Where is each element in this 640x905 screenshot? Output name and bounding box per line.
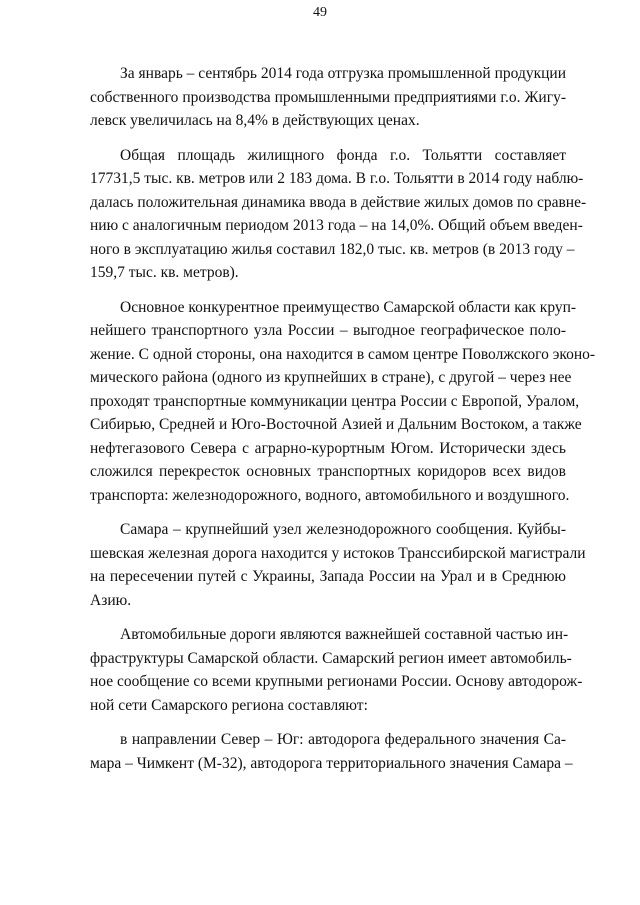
text-line: шевская железная дорога находится у истоков Транссибирской магистрали: [90, 544, 586, 562]
text-line: Общая площадь жилищного фонда г.о. Тольятти составляет: [120, 146, 566, 164]
text-line: сложился перекресток основных транспортных коридоров всех видов: [90, 463, 566, 480]
text-line: нию с аналогичным периодом 2013 года – на 14,0%. Общий объем введен-: [90, 217, 583, 234]
paragraph-north-south: [90, 728, 573, 775]
paragraph-roads: [90, 623, 583, 717]
text-line: жение. С одной стороны, она находится в самом центре Поволжского эконо-: [90, 345, 596, 363]
text-line: Самара – крупнейший узел железнодорожного сообщения. Куйбы-: [120, 521, 566, 538]
paragraph-transport-hub: [90, 296, 596, 508]
body-text: [90, 62, 596, 775]
text-line: Сибирью, Средней и Юго-Восточной Азией и Дальним Востоком, а также: [90, 416, 582, 433]
text-line: 159,7 тыс. кв. метров).: [90, 264, 239, 281]
paragraph-gap: [90, 133, 566, 144]
text-line: проходят транспортные коммуникации центра России с Европой, Уралом,: [90, 392, 580, 410]
paragraph-gap: [90, 285, 566, 296]
text-line: За январь – сентябрь 2014 года отгрузка промышленной продукции: [120, 65, 566, 82]
text-line: ного в эксплуатацию жилья составил 182,0 тыс. кв. метров (в 2013 году –: [90, 240, 575, 258]
text-line: мического района (одного из крупнейших в стране), с другой – через нее: [90, 369, 572, 386]
paragraph-housing-tolyatti: [90, 144, 587, 285]
text-line: собственного производства промышленными предприятиями г.о. Жигу-: [90, 88, 566, 106]
text-line: нейшего транспортного узла России – выгодное географическое поло-: [90, 322, 566, 339]
text-line: на пересечении путей с Украины, Запада России на Урал и в Среднюю: [90, 568, 566, 585]
text-line: далась положительная динамика ввода в действие жилых домов по сравне-: [90, 193, 587, 211]
text-line: Азию.: [90, 591, 132, 609]
paragraph-export-zhigulevsk: [90, 62, 566, 133]
text-line: 17731,5 тыс. кв. метров или 2 183 дома. В г.о. Тольятти в 2014 году наблю-: [90, 170, 584, 187]
text-line: ное сообщение со всеми крупными регионами России. Основу автодорож-: [90, 673, 583, 690]
text-line: левск увеличилась на 8,4% в действующих ценах.: [90, 112, 420, 129]
text-line: фраструктуры Самарской области. Самарский регион имеет автомобиль-: [90, 649, 572, 667]
text-line: ной сети Самарского региона составляют:: [90, 696, 368, 714]
paragraph-railway: [90, 518, 586, 612]
text-line: Основное конкурентное преимущество Самарской области как круп-: [120, 298, 577, 316]
text-line: транспорта: железнодорожного, водного, автомобильного и воздушного.: [90, 486, 570, 504]
text-line: Автомобильные дороги являются важнейшей составной частью ин-: [120, 626, 569, 643]
page-number: 49: [313, 5, 327, 20]
text-line: мара – Чимкент (М-32), автодорога территориального значения Самара –: [90, 754, 573, 772]
text-line: нефтегазового Севера с аграрно-курортным Югом. Исторически здесь: [90, 439, 566, 457]
paragraph-gap: [90, 612, 566, 623]
paragraph-gap: [90, 717, 566, 728]
paragraph-gap: [90, 507, 566, 518]
text-line: в направлении Север – Юг: автодорога федерального значения Са-: [120, 731, 566, 748]
